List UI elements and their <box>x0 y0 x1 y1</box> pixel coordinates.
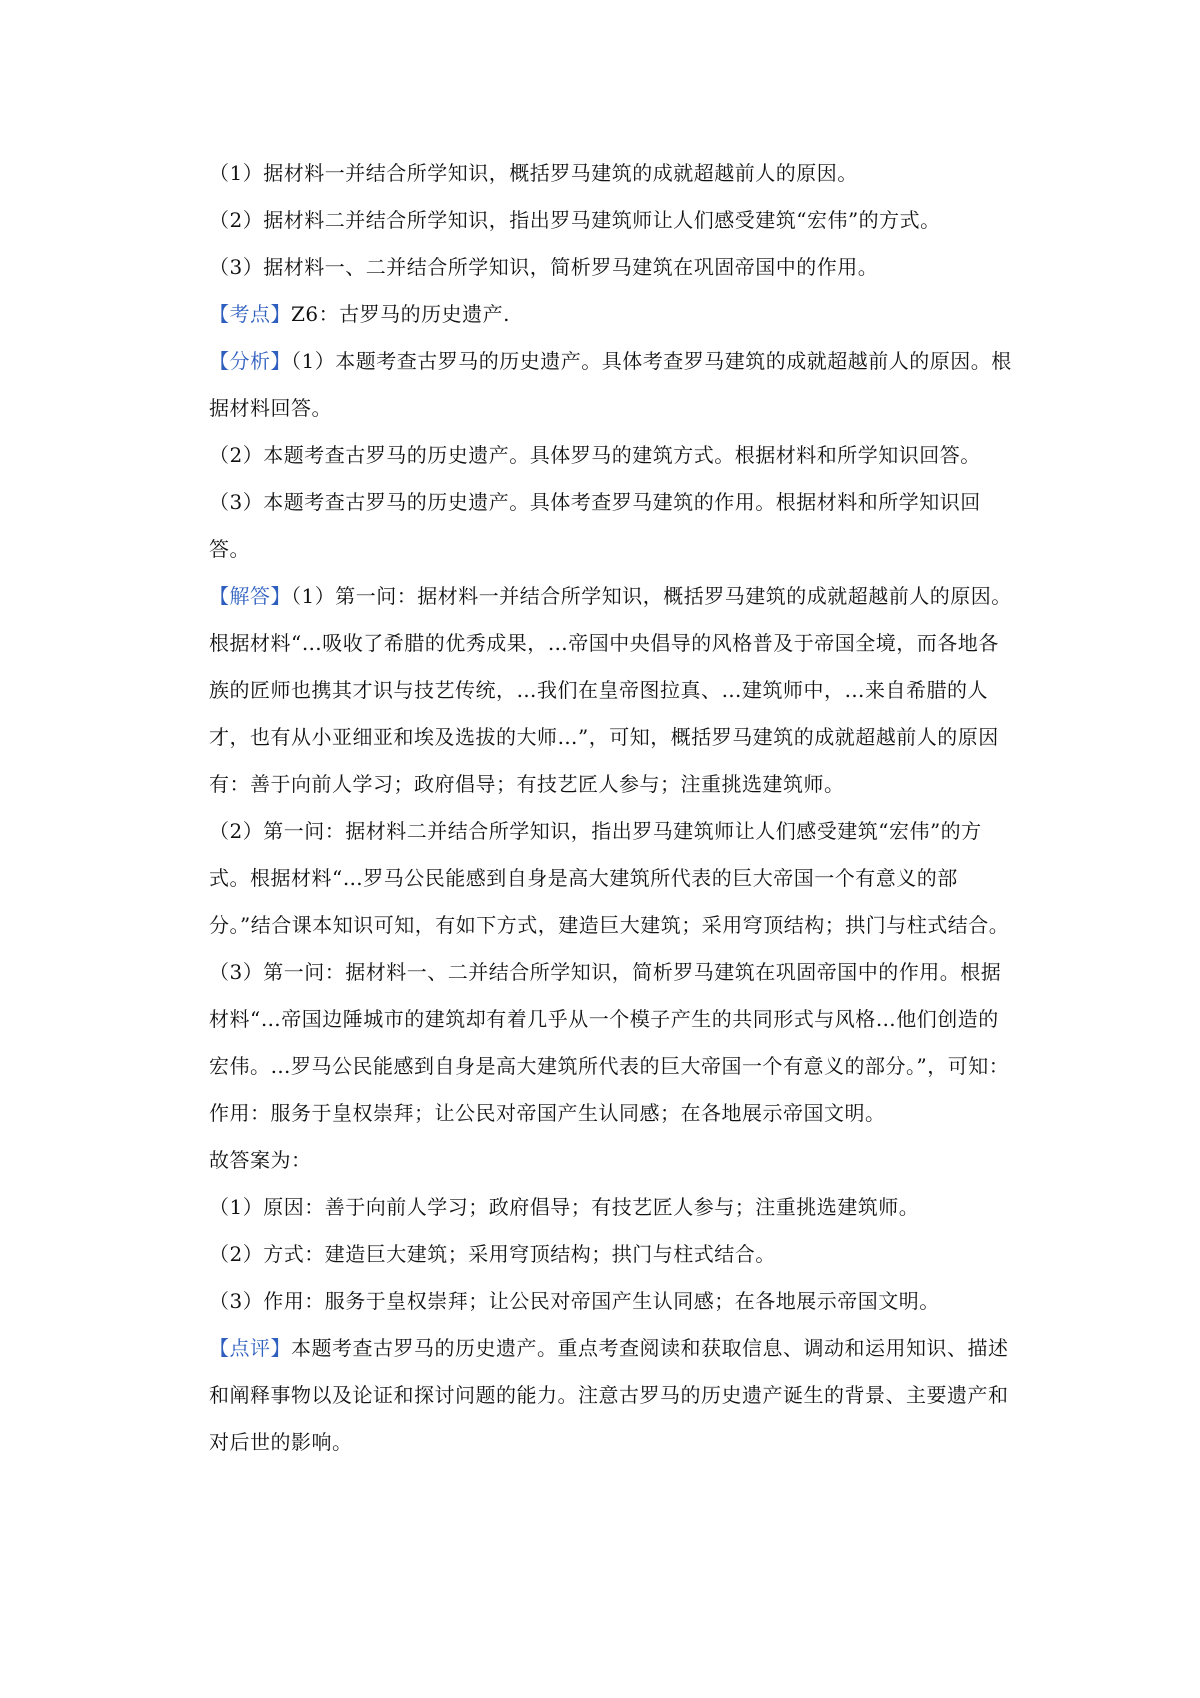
fenxi-para-3: （3）本题考查古罗马的历史遗产。具体考查罗马建筑的作用。根据材料和所学知识回答。 <box>209 490 981 561</box>
dianping-section <box>209 1325 1019 1466</box>
question-3: （3）据材料一、二并结合所学知识，简析罗马建筑在巩固帝国中的作用。 <box>209 255 879 279</box>
question-2: （2）据材料二并结合所学知识，指出罗马建筑师让人们感受建筑“宏伟”的方式。 <box>209 208 941 232</box>
kaodian-text: Z6：古罗马的历史遗产. <box>291 302 510 326</box>
answer-2: （2）方式：建造巨大建筑；采用穹顶结构；拱门与柱式结合。 <box>209 1242 776 1266</box>
jieda-para-2: （2）第一问：据材料二并结合所学知识，指出罗马建筑师让人们感受建筑“宏伟”的方式。根据材料“…罗马公民能感到自身是高大建筑所代表的巨大帝国一个有意义的部分。”结合课本知识可知，有如下方式，建造巨大建筑；采用穹顶结构；拱门与柱式结合。 <box>209 819 1010 937</box>
jieda-tag: 【解答】 <box>209 584 291 608</box>
fenxi-para-1: （1）本题考查古罗马的历史遗产。具体考查罗马建筑的成就超越前人的原因。根据材料回答。 <box>209 349 1012 420</box>
kaodian-tag: 【考点】 <box>209 302 291 326</box>
answer-1: （1）原因：善于向前人学习；政府倡导；有技艺匠人参与；注重挑选建筑师。 <box>209 1195 920 1219</box>
answer-intro: 故答案为： <box>209 1148 312 1172</box>
fenxi-tag: 【分析】 <box>209 349 291 373</box>
question-1: （1）据材料一并结合所学知识，概括罗马建筑的成就超越前人的原因。 <box>209 161 858 185</box>
jieda-section <box>209 573 1019 808</box>
fenxi-section <box>209 338 1019 432</box>
fenxi-para-2: （2）本题考查古罗马的历史遗产。具体罗马的建筑方式。根据材料和所学知识回答。 <box>209 443 981 467</box>
answer-3: （3）作用：服务于皇权崇拜；让公民对帝国产生认同感；在各地展示帝国文明。 <box>209 1289 940 1313</box>
document-body <box>209 150 1019 1466</box>
dianping-text: 本题考查古罗马的历史遗产。重点考查阅读和获取信息、调动和运用知识、描述和阐释事物以及论证和探讨问题的能力。注意古罗马的历史遗产诞生的背景、主要遗产和对后世的影响。 <box>209 1336 1009 1454</box>
jieda-para-1: （1）第一问：据材料一并结合所学知识，概括罗马建筑的成就超越前人的原因。根据材料“…吸收了希腊的优秀成果，…帝国中央倡导的风格普及于帝国全境，而各地各族的匠师也携其才识与技艺传统，…我们在皇帝图拉真、…建筑师中，…来自希腊的人才，也有从小亚细亚和埃及选拔的大师…”，可知，概括罗马建筑的成就超越前人的原因有：善于向前人学习；政府倡导；有技艺匠人参与；注重挑选建筑师。 <box>209 584 1012 796</box>
kaodian-section <box>209 291 1019 338</box>
dianping-tag: 【点评】 <box>209 1336 291 1360</box>
jieda-para-3: （3）第一问：据材料一、二并结合所学知识，简析罗马建筑在巩固帝国中的作用。根据材料“…帝国边陲城市的建筑却有着几乎从一个模子产生的共同形式与风格…他们创造的宏伟。…罗马公民能感到自身是高大建筑所代表的巨大帝国一个有意义的部分。”，可知：作用：服务于皇权崇拜；让公民对帝国产生认同感；在各地展示帝国文明。 <box>209 960 1010 1125</box>
